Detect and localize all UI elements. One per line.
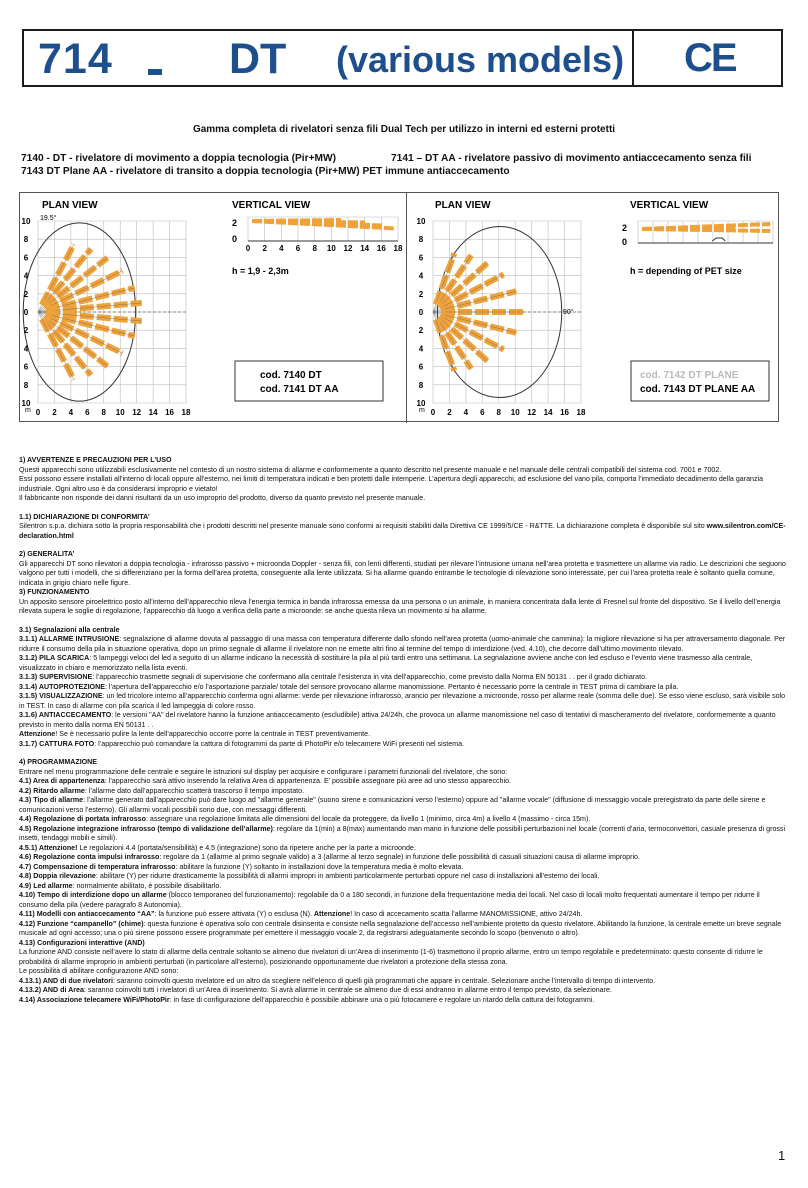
x-tick-label: 4 (68, 408, 74, 417)
item-heading: 4.13.1) AND di due rivelatori (19, 976, 113, 985)
code-7142: cod. 7142 DT PLANE (640, 370, 739, 381)
x-tick-label: 2 (52, 408, 57, 417)
item-heading: 4.9) Led allarme (19, 881, 73, 890)
y-tick-label: 10 (21, 399, 31, 408)
angle-label: 19.5° (40, 215, 57, 222)
y-tick-label: 2 (23, 289, 29, 299)
item-text: : segnalazione di allarme dovuta al passaggio di una massa con temperatura differente dallo sfondo nell’area protetta (uomo-animale che cammina): la migliore rilevazione si ha per attraversamento diagonale. Per ridurre il consumo della pila in situazione operativa, dopo un primo segnale di allarme il rivelatore non ne emette altri fino al termine del tempo di interdizione (ved. 4.10), che decorre dall’ultimo movimento rilevato. (19, 635, 786, 653)
item-heading: 4.11) Modelli con antiaccecamento “AA” (19, 910, 155, 918)
plan-view-title-left: PLAN VIEW (42, 200, 98, 211)
item-text: : l’apparecchio trasmette segnali di supervisione che confermano alla centrale l’esistenza in vita dell’apparecchio, come previsto dalla Norma EN 50131 . . per il grado dichiarato. (92, 673, 647, 681)
right-vertical-view (622, 200, 773, 276)
section-3-1-title: 3.1) Segnalazioni alla centrale (19, 625, 120, 634)
x-tick-label: 2 (447, 408, 452, 417)
y-tick-label: 10 (21, 217, 31, 226)
section-1-1-title: 1.1) DICHIARAZIONE DI CONFORMITA’ (19, 512, 150, 521)
y-tick-label: 0 (23, 308, 29, 317)
item-heading: 3.1.4) AUTOPROTEZIONE (19, 682, 105, 691)
item-text: : abilitare (Y) per ridurre drasticamente la possibilità di allarmi impropri in ambienti particolarmente perturbati oppure nel caso di installazioni all’esterno dei locali. (95, 872, 600, 880)
item-heading: Attenzione (19, 730, 56, 738)
item-text: : l’apparecchio sarà attivo inserendo la relativa Area di appartenenza. E’ possibile assegnare più aree ad uno stesso apparecchio. (104, 777, 511, 785)
section-1-para-2: Essi possono essere installati all'interno di locali oppure all'esterno, nei limiti di temperatura indicati e ben protetti dalle intemperie. L’apertura degli apparecchi, ad esclusione del vano pila, comporta l’immediato decadimento della garanzia industriale. Ogni altro uso è da considerarsi improprio e vietato! (19, 475, 764, 493)
y-tick-label: 4 (418, 344, 424, 354)
item-heading: 3.1.5) VISUALIZZAZIONE (19, 692, 103, 700)
item-heading: 4.13.2) AND di Area (19, 986, 84, 994)
item-text: : saranno coinvolti tutti i rivelatori di un’Area di inserimento. Si avrà allarme in centrale se almeno due di essi andranno in allarme entro il tempo previsto, da selezionare. (83, 986, 612, 994)
x-tick-label: 12 (527, 408, 537, 417)
banner-divider (632, 31, 634, 85)
x-tick-label: 10 (115, 408, 125, 417)
vertical-view-title-left: VERTICAL VIEW (232, 200, 311, 211)
vertical-beam (642, 229, 770, 231)
item-text: Le regolazioni 4.4 (portata/sensibilità) e 4.5 (integrazione) sono da ripetere anche per la parte a microonde. (77, 843, 416, 852)
x-tick-label: 18 (181, 408, 191, 417)
code-7140: cod. 7140 DT (260, 370, 322, 381)
item-heading: 4.14) Associazione telecamere WiFi/PhotoPir (19, 995, 170, 1004)
document-subtitle: Gamma completa di rivelatori senza fili Dual Tech per utilizzo in interni ed esterni protetti (192, 124, 616, 135)
x-tick-label: 8 (496, 408, 502, 417)
item-text: : regolare da 1 (allarme al primo segnale valido) a 3 (allarme al terzo segnale) in funzione delle possibilità di casuali situazioni causa di allarme improprio. (159, 853, 640, 861)
coverage-diagram-svg (20, 193, 780, 423)
v-x-tick-label: 16 (376, 244, 386, 253)
y-tick-label: 10 (416, 399, 426, 408)
v-x-tick-label: 2 (262, 244, 267, 253)
code-box-right (631, 361, 769, 401)
model-dt: DT (229, 35, 287, 83)
x-tick-label: 16 (560, 408, 570, 417)
item-text: ! In caso di accecamento scatta l’allarme MANOMISSIONE, attivo 24/24h. (350, 910, 583, 918)
axis-unit-left: m (25, 407, 31, 414)
section-3-para: Un apposito sensore piroelettrico posto all’interno dell’apparecchio rileva l’energia termica in banda infrarossa emessa da una persona o un animale, in maniera concentrata dalla lente di Fresnel sul fronte del dispositivo. Se il livello dell’energia rilevata supera le soglie di regolazione, l’apparecchio dà luogo a verifica della parte a microonde: se anche questa rileva un movimento si ha allarme. (19, 597, 781, 615)
code-7143: cod. 7143 DT PLANE AA (640, 384, 756, 395)
v-tick-top-left: 2 (232, 218, 238, 228)
section-4-para: Entrare nel menu programmazione delle centrale e seguire le istruzioni sul display per acquisire e configurare i parametri funzionali del rivelatore, che sono: (19, 767, 508, 776)
y-tick-label: 8 (418, 235, 424, 245)
vertical-view-title-right: VERTICAL VIEW (630, 200, 709, 211)
item-text: : abilitare la funzione (Y) soltanto in installazioni dove la temperatura media è molto elevata. (175, 862, 464, 871)
right-plan-view (417, 200, 586, 417)
x-tick-label: 10 (510, 408, 520, 417)
section-4-13-para-1: La funzione AND consiste nell’avere lo stato di allarme della centrale soltanto se almeno due rivelatori di un’Area di inserimento (1-6) trasmettono il proprio allarme, entro un tempo regolabile e predeterminato: questo consente di ridurre le probabilità di allarme improprio in ambienti perturbati (in particolare all’esterno), posizionando opportunamente due rivelatori a protezione della stessa zona. (19, 948, 763, 966)
manual-body (19, 456, 789, 1005)
section-4-13-title: 4.13) Configurazioni interattive (AND) (19, 938, 145, 947)
height-right: h = depending of PET size (630, 266, 742, 276)
v-x-tick-label: 18 (393, 244, 403, 253)
x-tick-label: 14 (148, 408, 158, 417)
axis-unit-right: m (419, 407, 425, 414)
item-text: : l’apparecchio può comandare la cattura di fotogrammi da parte di PhotoPir e/o telecamere WiFi presenti nel sistema. (94, 739, 465, 748)
item-text: : l’apertura dell’apparecchio e/o l’asportazione parziale/ totale del sensore provocano allarme manomissione. Pertanto è necessario porre la centrale in TEST prima di cambiare la pila. (104, 682, 679, 691)
y-tick-label: 2 (418, 326, 424, 336)
v-x-tick-label: 0 (245, 244, 251, 253)
x-tick-label: 16 (165, 408, 175, 417)
item-text: : 5 lampeggi veloci del led a seguito di un allarme indicano la necessità di sostituire la pila al più tardi entro una settimana. La segnalazione avviene anche con led escluso e l’evento viene trasmesso alla centrale, visualizzato in chiaro e memorizzato nella lista eventi. (19, 654, 753, 672)
item-heading: 4.10) Tempo di interdizione dopo un allarme (19, 891, 167, 899)
item-text: : un led tricolore interno all’apparecchio conferma ogni allarme: verde per rilevazione infrarosso, arancio per rilevazione a microonde, rosso per allarme reale (somma delle due). Se esso viene escluso, sarà visibile solo in TEST. In caso di allarme con pila scarica il led lampeggia di colore rosso. (19, 692, 786, 710)
item-heading: 3.1.3) SUPERVISIONE (19, 673, 93, 681)
x-tick-label: 6 (480, 408, 485, 417)
section-4-13-para-2: Le possibilità di abilitare configurazione AND sono: (19, 967, 179, 975)
y-tick-label: 6 (418, 253, 424, 263)
x-tick-label: 18 (576, 408, 586, 417)
y-tick-label: 6 (418, 362, 424, 372)
y-tick-label: 6 (23, 362, 29, 372)
item-text: : l’allarme generato dall’apparecchio può dare luogo ad "allarme generale" (suono sirene e comunicazioni verso l’esterno) oppure ad "allarme vocale" (diffusione di messaggio vocale preregistrato da parte delle sirene e comunicazioni verso l’esterno). Gli allarmi vocali possibili sono due, con messaggi differenti. (19, 796, 766, 814)
item-heading: 4.1) Area di appartenenza (19, 777, 105, 785)
item-heading: 4.2) Ritardo allarme (19, 786, 85, 795)
left-vertical-view (232, 200, 403, 276)
y-tick-label: 4 (418, 271, 424, 281)
x-tick-label: 0 (430, 408, 436, 417)
model-number: 714 (38, 35, 113, 83)
item-heading: 4.6) Regolazione conta impulsi infrarosso (19, 853, 160, 861)
y-tick-label: 8 (23, 380, 29, 390)
x-tick-label: 0 (35, 408, 41, 417)
item-text: : assegnare una regolazione limitata alle dimensioni del locale da proteggere, da livello 1 (minimo, circa 4m) a livello 4 (massimo - circa 15m). (145, 815, 591, 823)
item-heading: 4.12) Funzione “campanello” (chime) (19, 919, 144, 928)
item-text: : normalmente abilitato, è possibile disabilitarlo. (72, 881, 222, 890)
x-tick-label: 4 (463, 408, 469, 417)
section-1-para-3: Il fabbricante non risponde dei danni risultanti da un uso improprio del prodotto, diverso da quanto previsto nel presente manuale. (19, 494, 426, 502)
x-tick-label: 6 (85, 408, 90, 417)
page-number: 1 (778, 1148, 786, 1163)
v-x-tick-label: 14 (360, 244, 370, 253)
item-heading: Attenzione (313, 910, 351, 918)
y-tick-label: 4 (23, 344, 29, 354)
item-heading: 4.3) Tipo di allarme (19, 796, 84, 804)
v-x-tick-label: 6 (295, 244, 301, 253)
v-x-tick-label: 12 (343, 244, 353, 253)
title-dash (148, 69, 162, 75)
item-heading: 4.5.1) Attenzione! (19, 843, 78, 852)
item-heading: 3.1.1) ALLARME INTRUSIONE (19, 635, 120, 643)
v-x-tick-label: 8 (312, 244, 317, 253)
section-1-para-1: Questi apparecchi sono utilizzabili esclusivamente nel contesto di un nostro sistema di allarme e conformemente a quanto descritto nel presente manuale e nel manuale delle centrali compatibili del sistema cod. 7001 e 7002. (19, 465, 722, 474)
item-text: : in fase di configurazione dell’apparecchio è possibile abbinare una o più fotocamere e regolare un ritardo della cattura dei fotogrammi. (169, 995, 595, 1004)
model-7143: 7143 DT Plane AA - rivelatore di transito a doppia tecnologia (Pir+MW) PET immune antiaccecamento (21, 166, 510, 177)
x-tick-label: 8 (101, 408, 107, 417)
v-x-tick-label: 4 (279, 244, 284, 253)
plan-view-title-right: PLAN VIEW (435, 200, 491, 211)
height-left: h = 1,9 - 2,3m (232, 266, 289, 276)
section-1-1-text: Silentron s.p.a. dichiara sotto la propria responsabilità che i prodotti descritti nel presente manuale sono conformi ai requisiti stabiliti dalla Direttiva CE 1999/5/CE - R&TTE. La dichiarazione completa è disponibile sul sito (19, 522, 705, 530)
model-list (21, 152, 791, 178)
code-box-left (235, 361, 383, 401)
section-2-para: Gli apparecchi DT sono rilevatori a doppia tecnologia - infrarosso passivo + microonda Doppler - senza fili, con lenti differenti, studiati per rilevare l’intrusione umana nell’area protetta e trasmettere un allarme via radio. Le descrizioni che seguono valgono per tutti i modelli, che si differenziano per la forma dell’area protetta, conseguente alla lente utilizzata. Si ha allarme quando entrambe le tecnologie di rilevazione sono interessate, per cui l’area protetta reale è soltanto quella comune, indicata in grigio chiaro nelle figure. (19, 559, 786, 587)
coverage-diagram (19, 192, 779, 422)
model-7141: 7141 – DT AA - rivelatore passivo di movimento antiaccecamento senza fili (391, 153, 752, 164)
v-tick-top-right: 2 (622, 223, 628, 233)
y-tick-label: 2 (23, 326, 29, 336)
model-variants: (various models) (336, 39, 625, 80)
v-tick-zero-right: 0 (622, 237, 628, 247)
item-text: (blocco temporaneo del funzionamento): regolabile da 0 a 180 secondi, in funzione della frequentazione media dei locali. Nel caso di locali molto frequentati aumentare il tempo per ridurre il consumo della pila (vedere paragrafo 8 Autonomia). (19, 891, 760, 909)
section-1-title: 1) AVVERTENZE E PRECAUZIONI PER L’USO (19, 456, 172, 464)
v-tick-zero-left: 0 (232, 234, 238, 244)
y-tick-label: 2 (418, 289, 424, 299)
item-heading: 4.4) Regolazione di portata infrarosso (19, 815, 146, 823)
y-tick-label: 8 (418, 380, 424, 390)
y-tick-label: 10 (416, 217, 426, 226)
y-tick-label: 6 (23, 253, 29, 263)
item-heading: 3.1.7) CATTURA FOTO (19, 739, 95, 748)
title-banner (22, 29, 783, 87)
ce-mark: CE (684, 36, 736, 80)
section-3-title: 3) FUNZIONAMENTO (19, 588, 90, 596)
x-tick-label: 12 (132, 408, 142, 417)
item-text: : questa funzione è operativa solo con centrale disinserita e consiste nella segnalazione dell’accesso nell’ambiente protetto da questo rivelatore. Abilitando la funzione, la centrale emette un breve segnale musicale ad ogni accesso; una o più sirene possono essere programmate per emettere il messaggio vocale 2, da registrarsi adeguatamente secondo lo scopo (benvenuto o altro). (19, 919, 782, 937)
item-text: : la funzione può essere attivata (Y) o esclusa (N). (154, 910, 312, 918)
angle-90-label: 90° (563, 309, 574, 316)
x-tick-label: 14 (543, 408, 553, 417)
y-tick-label: 0 (418, 308, 424, 317)
item-text: : saranno coinvolti questo rivelatore ed un altro da scegliere nell’elenco di quelli già programmati che appare in centrale. Selezionare anche l’intervallo di tempo di intervento. (112, 976, 656, 985)
code-7141: cod. 7141 DT AA (260, 384, 339, 395)
left-plan-view (22, 200, 191, 417)
model-7140: 7140 - DT - rivelatore di movimento a doppia tecnologia (Pir+MW) (21, 153, 337, 164)
item-heading: 3.1.2) PILA SCARICA (19, 654, 90, 662)
item-heading: 4.5) Regolazione integrazione infrarosso (tempo di validazione dell’allarme) (19, 824, 273, 833)
item-text: : l’allarme dato dall’apparecchio scatterà trascorso il tempo impostato. (84, 786, 305, 795)
y-tick-label: 4 (23, 271, 29, 281)
item-text: ! Se è necessario pulire la lente dell’apparecchio occorre porre la centrale in TEST preventivamente. (55, 730, 371, 738)
pet-icon (712, 238, 725, 241)
item-heading: 4.8) Doppia rilevazione (19, 872, 96, 880)
section-4-title: 4) PROGRAMMAZIONE (19, 758, 98, 766)
declaration-link[interactable]: www.silentron.com/CE-declaration.html (19, 522, 786, 540)
section-2-title: 2) GENERALITA’ (19, 550, 75, 558)
item-heading: 3.1.6) ANTIACCECAMENTO (19, 711, 112, 719)
y-tick-label: 8 (23, 235, 29, 245)
item-text: : regolare da 1(min) a 8(max) aumentando man mano in funzione delle possibili perturbazioni nel locale (correnti d’aria, termoconvettori, casuale presenza di grossi insetti, tendaggi mobili e simili). (19, 824, 786, 842)
item-text: : le versioni "AA" del rivelatore hanno la funzione antiaccecamento (escludibile) attiva 24/24h, che provoca un allarme manomissione nel caso di tentativi di mascheramento del rivelatore, conformemente a quanto previsto in merito dalla norma EN 50131 . . (19, 711, 776, 729)
v-x-tick-label: 10 (326, 244, 336, 253)
item-heading: 4.7) Compensazione di temperatura infrarosso (19, 862, 176, 871)
